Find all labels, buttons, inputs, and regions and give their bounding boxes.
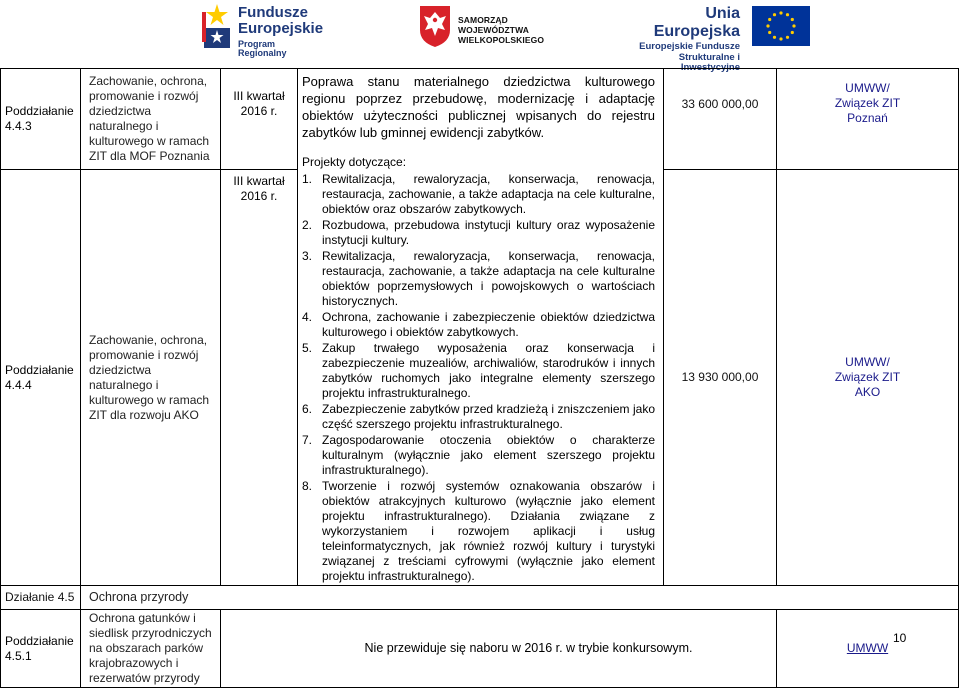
list-item: 8. Tworzenie i rozwój systemów oznakowania obszarów i obiektów atrakcyjnych kulturowo (wyłącznie jako element projektu infrastrukturalnego). Działania związane z wykorzystaniem i rozwojem aplikacji i usług teleinformatycznych, jak również rozwój kultury i turystyki związanej z treściami cyfrowymi (wyłącznie jako element projektu infrastrukturalnego).	[302, 479, 655, 583]
list-item: 6. Zabezpieczenie zabytków przed kradzieżą i zniszczeniem jako część szerszego projektu infrastrukturalnego.	[302, 402, 655, 431]
name-cell	[81, 610, 221, 688]
projects-list	[298, 172, 655, 584]
fe-star-mark-icon	[202, 2, 232, 50]
institution-cell	[777, 69, 959, 170]
table-row	[1, 610, 959, 688]
code-cell	[1, 610, 81, 688]
section-code: Działanie 4.5	[5, 590, 75, 604]
row-amount: 33 600 000,00	[681, 97, 759, 111]
row-term: III kwartał 2016 r.	[233, 174, 285, 204]
projects-description: Poprawa stanu materialnego dziedzictwa kulturowego regionu poprzez przebudowę, modernizację i adaptację obiektów użyteczności publicznej wpisanych do rejestru zabytków lub gminnej ewidencji zabytków.	[302, 74, 655, 140]
section-row	[1, 586, 959, 610]
eu-flag-icon	[752, 6, 810, 46]
institution-link[interactable]: UMWW	[846, 641, 889, 655]
ue-line-2: Europejskie Fundusze	[639, 41, 740, 53]
row-code: Poddziałanie 4.5.1	[5, 633, 74, 663]
row-code: Poddziałanie 4.4.3	[5, 104, 74, 134]
projects-heading: Projekty dotyczące:	[302, 155, 407, 169]
institution-cell	[777, 610, 959, 688]
row-code: Poddziałanie 4.4.4	[5, 362, 74, 392]
fe-title-1: Fundusze	[238, 4, 308, 21]
row-name: Zachowanie, ochrona, promowanie i rozwój dziedzictwa naturalnego i kulturowego w ramach ZIT dla MOF Poznania	[89, 74, 210, 164]
list-item: 5. Zakup trwałego wyposażenia oraz konserwacja i zabezpieczenie muzealiów, archiwaliów, starodruków i innych zabytków ruchomych jako integralne elementy szerszego projektu infrastrukturalnego.	[302, 341, 655, 400]
eagle-crest-icon	[418, 4, 452, 48]
amount-cell	[664, 170, 777, 586]
institution-cell	[777, 170, 959, 586]
section-code-cell	[1, 586, 81, 610]
institution-link[interactable]: UMWW/ Związek ZIT AKO	[834, 355, 901, 400]
code-cell	[1, 170, 81, 586]
list-item: 7. Zagospodarowanie otoczenia obiektów o charakterze kulturalnym (wyłącznie jako element szerszego projektu infrastrukturalnego).	[302, 433, 655, 477]
fe-subtitle: Program Regionalny	[238, 38, 287, 58]
row-name: Zachowanie, ochrona, promowanie i rozwój dziedzictwa naturalnego i kulturowego w ramach ZIT dla rozwoju AKO	[89, 332, 210, 422]
list-item: 2. Rozbudowa, przebudowa instytucji kultury oraz wyposażenie instytucji kultury.	[302, 218, 655, 247]
ue-title: Unia Europejska	[653, 5, 740, 40]
term-cell	[221, 170, 298, 586]
sw-line-2: WIELKOPOLSKIEGO	[458, 34, 545, 45]
term-cell	[221, 69, 298, 170]
institution-link[interactable]: UMWW/ Związek ZIT Poznań	[834, 81, 901, 125]
table-row	[1, 69, 959, 170]
section-name: Ochrona przyrody	[89, 590, 189, 604]
row-term: III kwartał 2016 r.	[233, 89, 285, 118]
page-number: 10	[893, 631, 907, 645]
note-cell	[221, 610, 777, 688]
fe-title-2: Europejskie	[238, 19, 324, 37]
list-item: 1. Rewitalizacja, rewaloryzacja, konserwacja, renowacja, restauracja, zachowanie, a także adaptacja na cele kulturalne, obiektów oraz obszarów zabytkowych.	[302, 172, 655, 216]
fundusze-europejskie-logo	[202, 2, 324, 58]
amount-cell	[664, 69, 777, 170]
measures-table	[0, 68, 959, 688]
list-item: 4. Ochrona, zachowanie i zabezpieczenie obiektów dziedzictwa kulturowego i obiektów zabytkowych.	[302, 310, 655, 339]
code-cell	[1, 69, 81, 170]
row-note: Nie przewiduje się naboru w 2016 r. w trybie konkursowym.	[364, 641, 693, 655]
ue-line-3: Strukturalne i Inwestycyjne	[678, 51, 740, 74]
section-name-cell	[81, 586, 959, 610]
row-amount: 13 930 000,00	[681, 370, 759, 385]
header-logos	[0, 0, 960, 74]
name-cell	[81, 69, 221, 170]
row-name: Ochrona gatunków i siedlisk przyrodniczych na obszarach parków krajobrazowych i rezerwatów przyrody	[89, 611, 212, 685]
name-cell	[81, 170, 221, 586]
list-item: 3. Rewitalizacja, rewaloryzacja, konserwacja, renowacja, restauracja, zachowanie, a także adaptacja na cele kulturalne obiektów poprzemysłowych i powojskowych o wartościach historycznych.	[302, 249, 655, 308]
projects-cell	[298, 69, 664, 586]
samorzad-logo	[418, 4, 568, 50]
sw-line-1: SAMORZĄD WOJEWÓDZTWA	[458, 15, 529, 35]
